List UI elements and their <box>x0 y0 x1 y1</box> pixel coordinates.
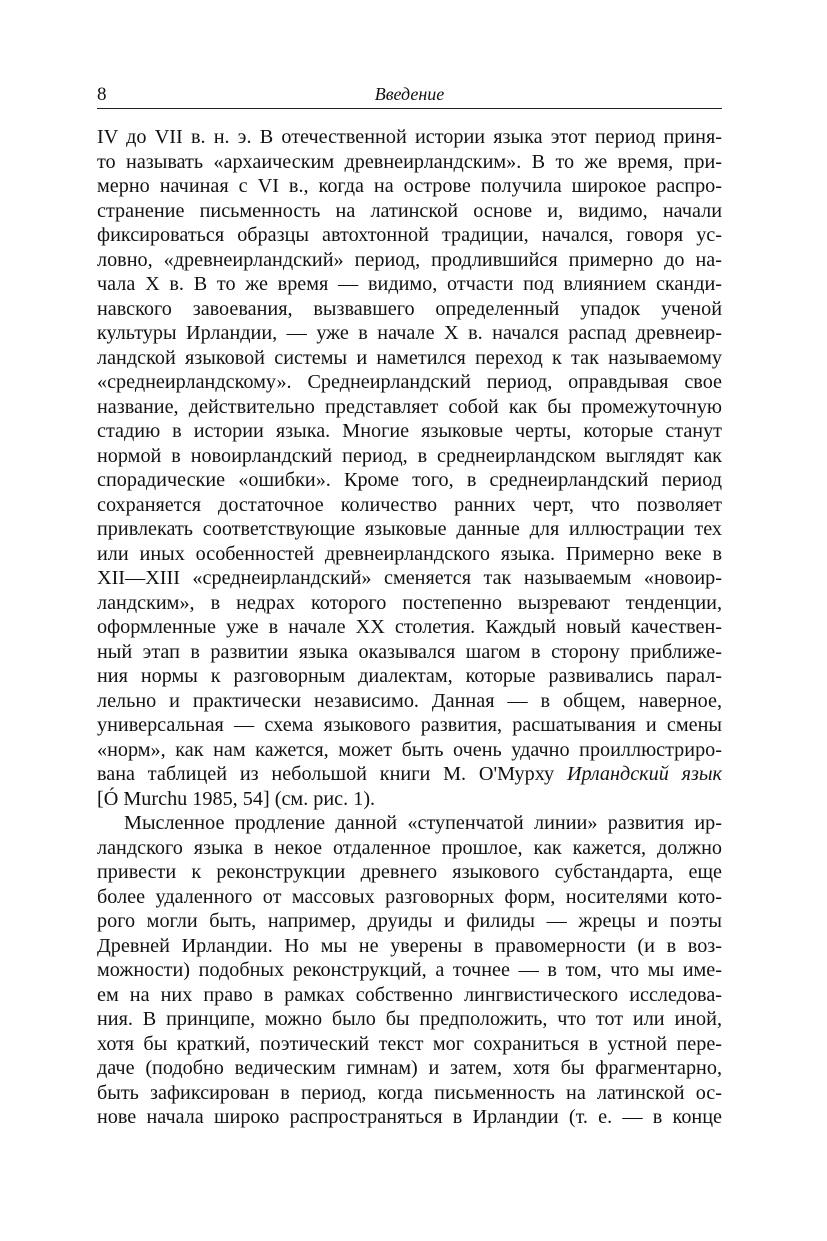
text-line: хотя бы краткий, поэтический текст мог сохраниться в устной пере- <box>97 1032 722 1055</box>
text-line: навского завоевания, вызвавшего определенный упадок ученой <box>97 297 722 320</box>
text-line: нове начала широко распространяться в Ирландии (т. е. — в конце <box>97 1106 722 1128</box>
text-line: оформленные уже в начале XX столетия. Каждый новый качествен- <box>97 616 722 638</box>
text-line: Древней Ирландии. Но мы не уверены в правомерности (и в воз- <box>97 934 722 957</box>
text-line: можности) подобных реконструкций, а точнее — в том, что мы име- <box>97 959 722 981</box>
text-line: ный этап в развитии языка оказывался шагом в сторону приближе- <box>97 640 722 663</box>
running-title: Введение <box>374 84 445 104</box>
text-line: фиксироваться образцы автохтонной традиции, начался, говоря ус- <box>97 224 722 246</box>
text-line: «среднеирландскому». Среднеирландский период, оправдывая свое <box>97 371 722 393</box>
text-line: чала X в. В то же время — видимо, отчасти под влиянием сканди- <box>97 273 722 295</box>
text-line: ландским», в недрах которого постепенно вызревают тенденции, <box>97 591 722 614</box>
text-line: или иных особенностей древнеирландского языка. Примерно веке в <box>97 542 722 565</box>
text-line: быть зафиксирован в период, когда письменность на латинской ос- <box>97 1081 722 1104</box>
text-line: ловно, «древнеирландский» период, продлившийся примерно до на- <box>97 248 722 271</box>
page-header <box>97 84 722 109</box>
text-line: ландской языковой системы и наметился переход к так называемому <box>97 346 722 369</box>
text-line: универсальная — схема языкового развития, расшатывания и смены <box>97 714 722 736</box>
text-line: ландского языка в некое отдаленное прошлое, как кажется, должно <box>97 836 722 859</box>
text-line: ем на них право в рамках собственно лингвистического исследова- <box>97 983 722 1006</box>
text-line: XII—XIII «среднеирландский» сменяется так называемым «новоир- <box>97 567 722 589</box>
text-line: нормой в новоирландский период, в среднеирландском выглядят как <box>97 444 722 467</box>
text-line: рого могли быть, например, друиды и филиды — жрецы и поэты <box>97 910 722 932</box>
book-title: Ирландский язык <box>566 763 722 785</box>
text-line: название, действительно представляет собой как бы промежуточную <box>97 395 722 418</box>
text-line: лельно и практически независимо. Данная — в общем, наверное, <box>97 689 722 712</box>
citation-text: вана таблицей из небольшой книги М. О'Мурху <box>97 763 567 785</box>
text-line: ния. В принципе, можно было бы предположить, что тот или иной, <box>97 1008 722 1030</box>
text-line: мерно начиная с VI в., когда на острове получила широкое распро- <box>97 175 722 197</box>
text-line: более удаленного от массовых разговорных форм, носителями кото- <box>97 885 722 908</box>
body-text <box>97 125 722 1130</box>
paragraph-1 <box>97 125 722 811</box>
text-line: «норм», как нам кажется, может быть очень удачно проиллюстриро- <box>97 738 722 761</box>
page-number: 8 <box>97 84 107 105</box>
text-line: странение письменность на латинской основе и, видимо, начали <box>97 199 722 222</box>
text-line: IV до VII в. н. э. В отечественной истории языка этот период приня- <box>97 126 722 148</box>
text-line: привести к реконструкции древнего языкового субстандарта, еще <box>97 861 722 883</box>
text-line: Мысленное продление данной «ступенчатой линии» развития ир- <box>124 812 722 834</box>
text-line: ния нормы к разговорным диалектам, которые развивались парал- <box>97 665 722 687</box>
text-line <box>97 762 722 787</box>
text-line: спорадические «ошибки». Кроме того, в среднеирландский период <box>97 469 722 491</box>
text-line: культуры Ирландии, — уже в начале X в. начался распад древнеир- <box>97 322 722 344</box>
text-line: привлекать соответствующие языковые данные для иллюстрации тех <box>97 518 722 540</box>
text-line: сохраняется достаточное количество ранних черт, что позволяет <box>97 493 722 516</box>
text-line: стадию в истории языка. Многие языковые черты, которые станут <box>97 420 722 442</box>
text-line: даче (подобно ведическим гимнам) и затем, хотя бы фрагментарно, <box>97 1057 722 1079</box>
paragraph-2 <box>97 811 722 1130</box>
text-line: то называть «архаическим древнеирландским». В то же время, при- <box>97 150 722 173</box>
text-line: [Ó Murchu 1985, 54] (см. рис. 1). <box>97 787 376 810</box>
